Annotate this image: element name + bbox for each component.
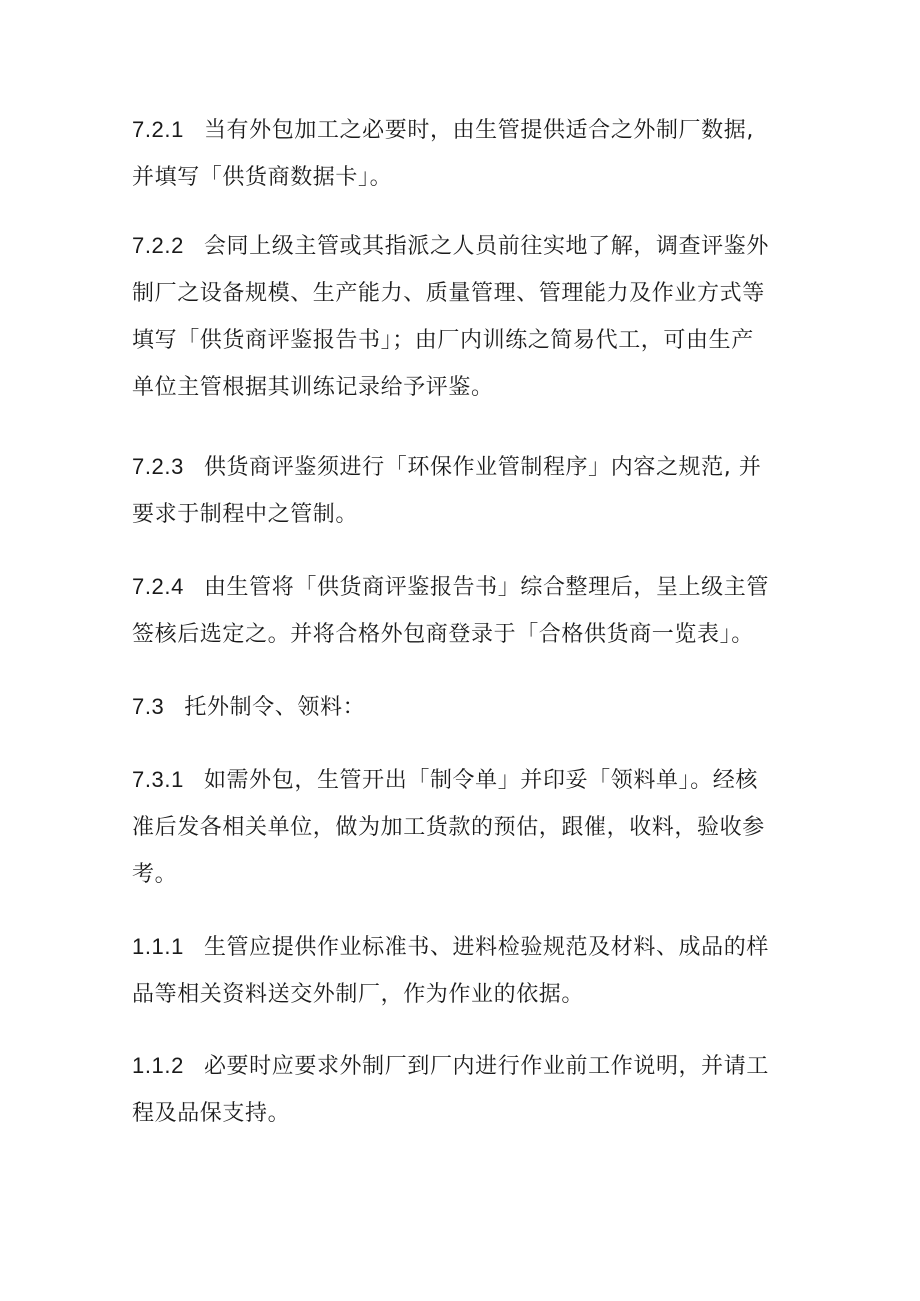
paragraph-text: 会同上级主管或其指派之人员前往实地了解，调查评鉴外 xyxy=(203,234,769,259)
paragraph-number: 7.3.1 xyxy=(132,767,184,792)
paragraph-line xyxy=(132,443,782,491)
paragraph-number: 7.3 xyxy=(132,694,165,719)
paragraph-text: 程及品保支持。 xyxy=(132,1101,291,1126)
paragraph-7-2-2 xyxy=(132,222,782,411)
paragraph-text: 品等相关资料送交外制厂，作为作业的依据。 xyxy=(132,982,585,1007)
paragraph-1-1-1 xyxy=(132,923,782,1018)
paragraph-text: 由生管将「供货商评鉴报告书」综合整理后，呈上级主管 xyxy=(203,575,769,600)
paragraph-text: 必要时应要求外制厂到厂内进行作业前工作说明，并请工 xyxy=(203,1054,769,1079)
paragraph-text: 签核后选定之。并将合格外包商登录于「合格供货商一览表」。 xyxy=(132,622,754,647)
paragraph-number: 1.1.2 xyxy=(132,1053,184,1078)
paragraph-text: 单位主管根据其训练记录给予评鉴。 xyxy=(132,375,494,400)
paragraph-7-3-1 xyxy=(132,756,782,898)
paragraph-line xyxy=(132,563,782,611)
paragraph-7-2-1 xyxy=(132,106,782,201)
paragraph-text: 供货商评鉴须进行「环保作业管制程序」内容之规范, 并 xyxy=(203,455,762,480)
paragraph-text: 当有外包加工之必要时，由生管提供适合之外制厂数据, xyxy=(203,118,754,143)
paragraph-1-1-2 xyxy=(132,1042,782,1137)
paragraph-text: 并填写「供货商数据卡」。 xyxy=(132,165,393,190)
paragraph-text: 要求于制程中之管制。 xyxy=(132,502,359,527)
paragraph-line xyxy=(132,1042,782,1090)
paragraph-text: 制厂之设备规模、生产能力、质量管理、管理能力及作业方式等 xyxy=(132,281,765,306)
paragraph-text: 如需外包，生管开出「制令单」并印妥「领料单」。经核 xyxy=(203,768,758,793)
paragraph-line xyxy=(132,756,782,804)
paragraph-text: 托外制令、领料： xyxy=(184,695,366,720)
paragraph-line xyxy=(132,222,782,270)
paragraph-text: 准后发各相关单位，做为加工货款的预估，跟催，收料，验收参 xyxy=(132,815,765,840)
paragraph-line xyxy=(132,683,782,731)
paragraph-number: 7.2.1 xyxy=(132,117,184,142)
paragraph-number: 7.2.4 xyxy=(132,574,184,599)
paragraph-text: 生管应提供作业标准书、进料检验规范及材料、成品的样 xyxy=(203,935,769,960)
paragraph-number: 7.2.3 xyxy=(132,454,184,479)
paragraph-number: 7.2.2 xyxy=(132,233,184,258)
paragraph-text: 填写「供货商评鉴报告书」；由厂内训练之简易代工，可由生产 xyxy=(132,328,754,353)
paragraph-number: 1.1.1 xyxy=(132,934,184,959)
paragraph-line xyxy=(132,923,782,971)
paragraph-7-3 xyxy=(132,683,782,731)
paragraph-7-2-4 xyxy=(132,563,782,658)
paragraph-7-2-3 xyxy=(132,443,782,538)
paragraph-line xyxy=(132,106,782,154)
paragraph-text: 考。 xyxy=(132,862,178,887)
